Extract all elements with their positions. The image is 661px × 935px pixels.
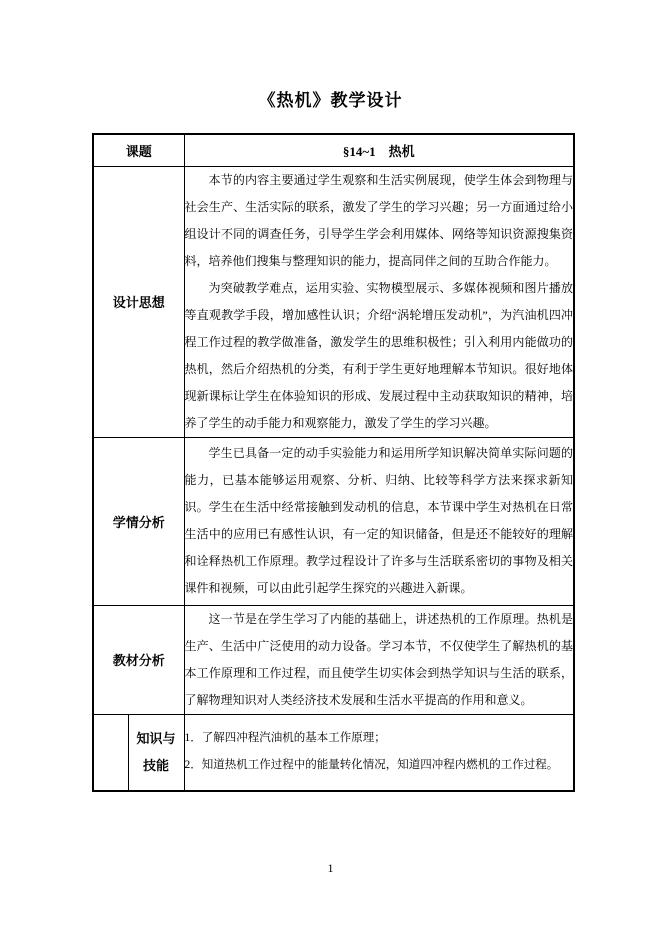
skills-content [184,714,574,791]
design-label: 设计思想 [93,166,184,437]
skills-label [128,714,184,791]
textbook-content [184,605,574,714]
skills-label-line1: 知识与 [136,731,176,747]
table-row-topic [93,134,574,166]
table-row-learner [93,437,574,605]
design-paragraph-1: 本节的内容主要通过学生观察和生活实例展现，使学生体会到物理与社会生产、生活实际的联系，激发了学生的学习兴趣；另一方面通过给小组设计不同的调查任务，引导学生学会利用媒体、网络等知识资源搜集资料，培养他们搜集与整理知识的能力，提高同伴之间的互助合作能力。 [184,172,574,268]
topic-label: 课题 [93,134,184,166]
table-row-design [93,166,574,437]
textbook-label: 教材分析 [93,605,184,714]
skills-item-1: 1．了解四冲程汽油机的基本工作原理； [184,732,386,745]
skills-label-line2: 技能 [143,758,170,774]
page-number: 1 [327,861,334,875]
document-title: 《热机》教学设计 [258,91,403,110]
skills-empty-cell [93,714,128,791]
topic-value: §14~1 热机 [184,134,574,166]
lesson-plan-table [92,133,575,792]
learner-label: 学情分析 [93,437,184,605]
learner-paragraph-1: 学生已具备一定的动手实验能力和运用所学知识解决简单实际问题的能力，已基本能够运用观察、分析、归纳、比较等科学方法来探求新知识。学生在生活中经常接触到发动机的信息，本节课中学生对热机在日常生活中的应用已有感性认识，有一定的知识储备，但是还不能较好的理解和诠释热机工作原理。教学过程设计了许多与生活联系密切的事物及相关课件和视频，可以由此引起学生探究的兴趣进入新课。 [184,446,574,595]
textbook-paragraph-1: 这一节是在学生学习了内能的基础上，讲述热机的工作原理。热机是生产、生活中广泛使用的动力设备。学习本节，不仅使学生了解热机的基本工作原理和工作过程，而且使学生切实体会到热学知识与生活的联系，了解物理知识对人类经济技术发展和生活水平提高的作用和意义。 [184,611,574,707]
table-row-skills [93,714,574,791]
skills-item-2: 2．知道热机工作过程中的能量转化情况，知道四冲程内燃机的工作过程。 [184,759,559,772]
design-content [184,166,574,437]
learner-content [184,437,574,605]
table-row-textbook [93,605,574,714]
design-paragraph-2: 为突破教学难点，运用实验、实物模型展示、多媒体视频和图片播放等直观教学手段，增加感性认识；介绍“涡轮增压发动机”，为汽油机四冲程工作过程的教学做准备，激发学生的思维积极性；引入利用内能做功的热机，然后介绍热机的分类，有利于学生更好地理解本节知识。很好地体现新课标让学生在体验知识的形成、发展过程中主动获取知识的精神，培养了学生的动手能力和观察能力，激发了学生的学习兴趣。 [184,280,574,430]
